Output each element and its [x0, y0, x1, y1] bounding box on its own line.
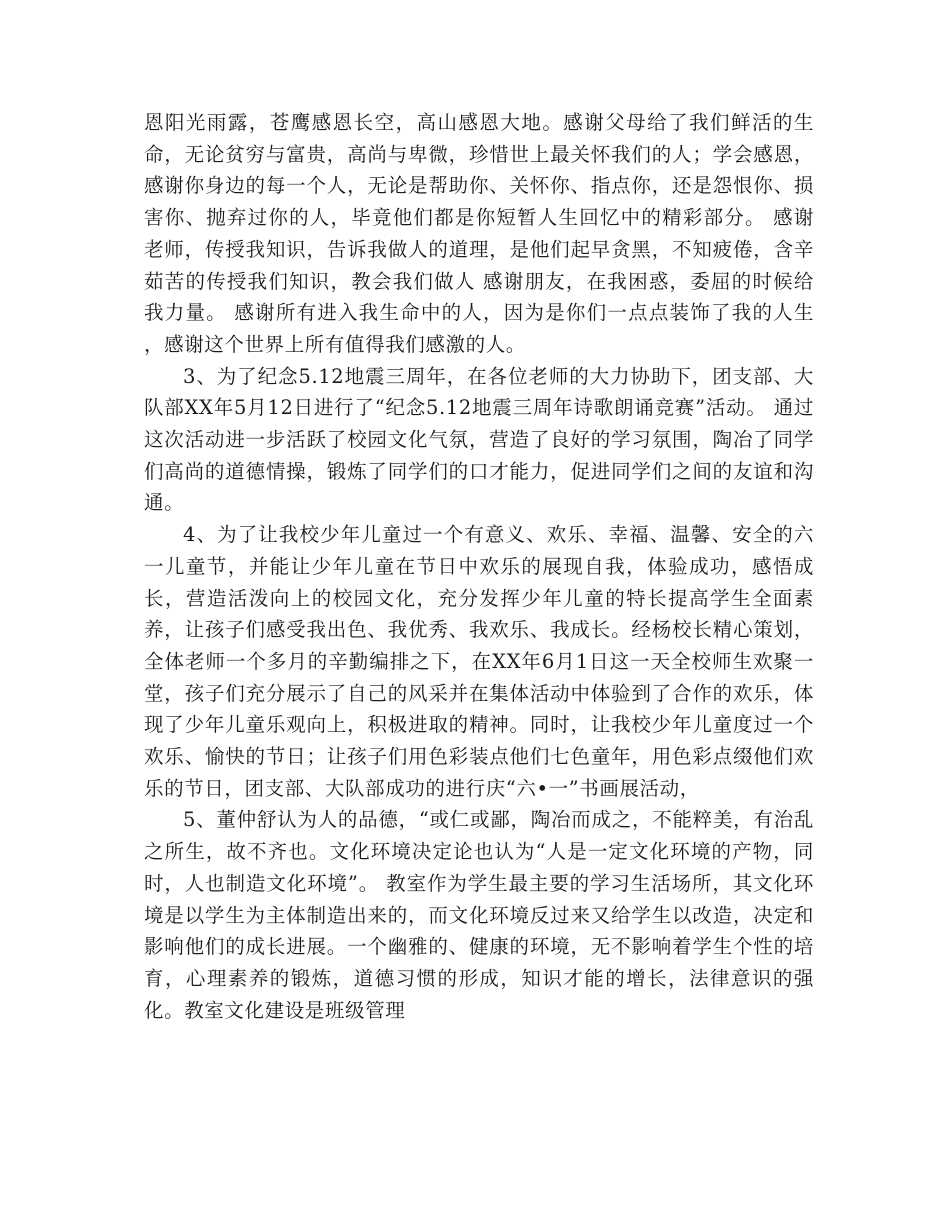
document-body: [144, 107, 814, 1026]
paragraph-gratitude: 恩阳光雨露，苍鹰感恩长空，高山感恩大地。感谢父母给了我们鲜活的生命，无论贫穷与富贵，高尚与卑微，珍惜世上最关怀我们的人；学会感恩，感谢你身边的每一个人，无论是帮助你、关怀你、指点你，还是怨恨你、损害你、抛弃过你的人，毕竟他们都是你短暂人生回忆中的精彩部分。 感谢老师，传授我知识，告诉我做人的道理，是他们起早贪黑，不知疲倦，含辛茹苦的传授我们知识，教会我们做人 感谢朋友，在我困惑，委屈的时候给我力量。 感谢所有进入我生命中的人，因为是你们一点点装饰了我的人生 ，感谢这个世界上所有值得我们感激的人。: [144, 111, 814, 356]
paragraph-item-5: 5、董仲舒认为人的品德，“或仁或鄙，陶冶而成之，不能粹美，有治乱之所生，故不齐也。文化环境决定论也认为“人是一定文化环境的产物，同时，人也制造文化环境”。 教室作为学生最主要的学习生活场所，其文化环境是以学生为主体制造出来的，而文化环境反过来又给学生以改造，决定和影响他们的成长进展。一个幽雅的、健康的环境，无不影响着学生个性的培育，心理素养的锻炼，道德习惯的形成，知识才能的增长，法律意识的强化。教室文化建设是班级管理: [144, 808, 814, 1022]
paragraph-item-4: 4、为了让我校少年儿童过一个有意义、欢乐、幸福、温馨、安全的六一儿童节，并能让少年儿童在节日中欢乐的展现自我，体验成功，感悟成长，营造活泼向上的校园文化，充分发挥少年儿童的特长提高学生全面素养，让孩子们感受我出色、我优秀、我欢乐、我成长。经杨校长精心策划，全体老师一个多月的辛勤编排之下，在XX年6月1日这一天全校师生欢聚一堂，孩子们充分展示了自己的风采并在集体活动中体验到了合作的欢乐，体现了少年儿童乐观向上，积极进取的精神。同时，让我校少年儿童度过一个欢乐、愉快的节日；让孩子们用色彩装点他们七色童年，用色彩点缀他们欢乐的节日，团支部、大队部成功的进行庆“六•一”书画展活动，: [144, 523, 814, 800]
paragraph-item-3: 3、为了纪念5.12地震三周年，在各位老师的大力协助下，团支部、大队部XX年5月12日进行了“纪念5.12地震三周年诗歌朗诵竞赛”活动。 通过这次活动进一步活跃了校园文化气氛，营造了良好的学习氛围，陶冶了同学们高尚的道德情操，锻炼了同学们的口才能力，促进同学们之间的友谊和沟通。: [144, 364, 814, 515]
